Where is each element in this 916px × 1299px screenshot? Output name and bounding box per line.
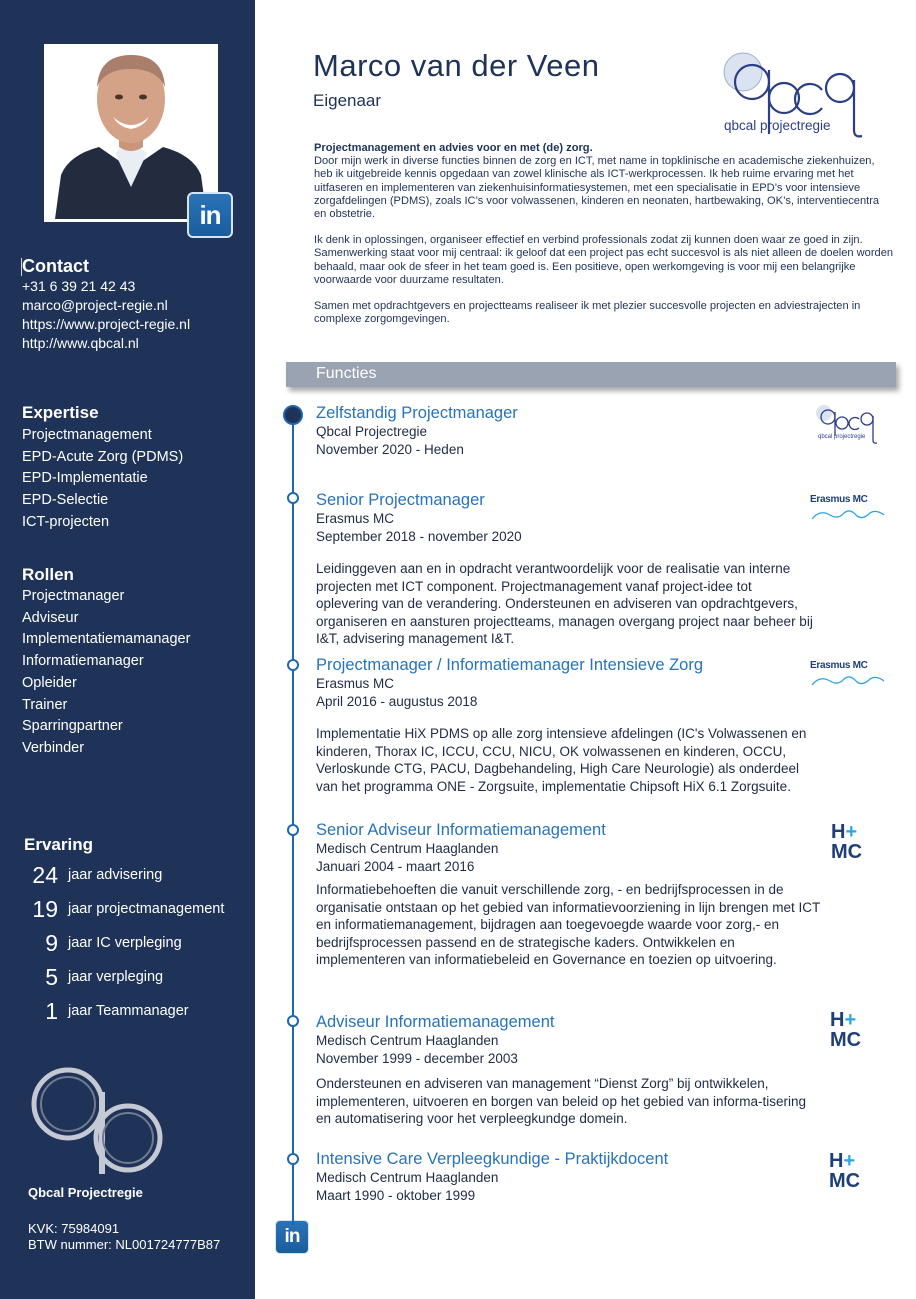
qbcal-logo: [28, 1062, 168, 1180]
job-entry: [316, 1013, 816, 1128]
intro-paragraph: Samen met opdrachtgevers en projectteams realiseer ik met plezier succesvolle projecten en adviestrajecten in complexe zorgomgevingen.: [314, 300, 861, 326]
job-title: Senior Adviseur Informatiemanagement: [316, 821, 606, 839]
job-organisation: Erasmus MC: [316, 511, 395, 526]
ervaring-years: 5: [45, 963, 58, 990]
rollen-item: Trainer: [22, 696, 68, 713]
job-title: Adviseur Informatiemanagement: [316, 1013, 555, 1031]
logo-text: qbcal projectregie: [724, 118, 831, 133]
ervaring-years: 1: [45, 997, 58, 1024]
functies-header-bar: [286, 362, 896, 387]
contact-heading: Contact: [22, 256, 89, 276]
kvk-number: KVK: 75984091: [28, 1221, 120, 1236]
erasmus-signature-icon: [810, 671, 886, 691]
expertise-heading: Expertise: [22, 403, 99, 422]
ervaring-heading: Ervaring: [24, 835, 93, 854]
job-description: Implementatie HiX PDMS op alle zorg intensieve afdelingen (IC's Volwassenen en kinderen, Thorax IC, ICCU, CCU, NICU, OK volwassenen en kinderen, OCCU, Verloskunde CTG, PACU, Dagbehandeling, High Care Neurologie) als onderdeel van het programma ONE - Zorgsuite, implementatie Chipsoft HiX 6.1 Zorgsuite.: [316, 726, 807, 794]
expertise-item: EPD-Implementatie: [22, 470, 148, 487]
timeline-dot: [287, 659, 299, 671]
hmc-logo: H+ MC: [830, 1009, 862, 1051]
logo-text: qbcal projectregie: [818, 434, 866, 440]
job-entry: [316, 821, 826, 969]
job-organisation: Medisch Centrum Haaglanden: [316, 841, 499, 856]
ervaring-label: jaar verpleging: [68, 969, 164, 985]
erasmus-signature-icon: [810, 505, 886, 525]
intro-paragraph: Door mijn werk in diverse functies binnen de zorg en ICT, met name in topklinische en academische ziekenhuizen, heb ik uitgebreide kennis opgedaan van zowel klinische als ICT-werkprocessen. Ik heb ruime ervaring met het uitfaseren en implementeren van ziekenhuisinformatiesystemen, met een specialisatie in EPD’s voor intensieve zorgafdelingen (PDMS), zoals IC’s voor volwassenen, kinderen en neonaten, hartbewaking, OK’s, interventiecentra en obstetrie.: [314, 155, 880, 221]
job-period: September 2018 - november 2020: [316, 528, 522, 544]
job-entry: [316, 491, 816, 648]
erasmus-mc-logo: [810, 494, 886, 526]
linkedin-icon[interactable]: in: [187, 192, 233, 238]
person-role: Eigenaar: [313, 91, 382, 110]
sidebar: [0, 0, 255, 1299]
expertise-item: ICT-projecten: [22, 513, 110, 530]
timeline-dot: [287, 1153, 299, 1165]
hmc-logo: H+ MC: [829, 1150, 861, 1192]
btw-number: BTW nummer: NL001724777B87: [28, 1237, 221, 1252]
job-description: Informatiebehoeften die vanuit verschillende zorg, - en bedrijfsprocessen in de organisatie ontstaan op het gebied van informatievoorziening in lijn brengen met ICT en informatiemanagement, bijdragen aan toegevoegde waarde voor zorg,- en bedrijfsprocessen passend en de strategische kaders. Ontwikkelen en implementeren van informatiebeleid en Governance en toezien op uitvoering.: [316, 882, 821, 967]
company-registration: [28, 1221, 220, 1253]
rollen-item: Verbinder: [22, 739, 85, 756]
ervaring-years: 19: [32, 895, 58, 922]
intro-paragraph: Ik denk in oplossingen, organiseer effectief en verbind professionals zodat zij kunnen doen waar ze goed in zijn. Samenwerking staat voor mij centraal: ik geloof dat een project pas echt succesvol is als niet alleen de doelen worden behaald, maar ook de sfeer in het team goed is. Een positieve, open werkomgeving is voor mij een belangrijke voorwaarde voor duurzame resultaten.: [314, 234, 894, 286]
intro-lead: Projectmanagement en advies voor en met (de) zorg.: [314, 142, 593, 154]
ervaring-row: [24, 858, 224, 892]
ervaring-years: 9: [45, 929, 58, 956]
job-period: Maart 1990 - oktober 1999: [316, 1187, 476, 1203]
qbcal-header-logo: [718, 50, 868, 142]
job-organisation: Medisch Centrum Haaglanden: [316, 1170, 499, 1185]
expertise-section: [22, 403, 183, 534]
rollen-item: Implementatiemamanager: [22, 631, 191, 648]
rollen-item: Opleider: [22, 674, 77, 691]
job-organisation: Erasmus MC: [316, 676, 395, 691]
job-title: Senior Projectmanager: [316, 491, 485, 509]
contact-email[interactable]: marco@project-regie.nl: [22, 297, 168, 313]
timeline-dot: [283, 405, 303, 425]
expertise-item: Projectmanagement: [22, 427, 152, 443]
job-period: April 2016 - augustus 2018: [316, 693, 478, 709]
ervaring-label: jaar IC verpleging: [68, 935, 182, 951]
job-organisation: Medisch Centrum Haaglanden: [316, 1033, 499, 1048]
ervaring-label: jaar projectmanagement: [68, 901, 225, 917]
rollen-item: Projectmanager: [22, 588, 125, 604]
intro-text: [314, 142, 894, 339]
qbcal-org-logo: [815, 404, 879, 446]
person-name: Marco van der Veen: [313, 48, 600, 83]
timeline-dot: [287, 1015, 299, 1027]
timeline-line: [292, 415, 294, 1225]
ervaring-row: [24, 892, 224, 926]
contact-website[interactable]: https://www.project-regie.nl: [22, 316, 191, 332]
expertise-item: EPD-Selectie: [22, 492, 109, 509]
hmc-logo: H+ MC: [831, 821, 863, 863]
job-entry: [316, 404, 826, 458]
rollen-item: Adviseur: [22, 609, 79, 626]
job-description: Ondersteunen en adviseren van management “Dienst Zorg” bij ontwikkelen, implementeren, uitvoeren en borgen van beleid op het gebied van informa-tisering en automatisering voor het verpleegkundge domein.: [316, 1076, 807, 1126]
job-entry: [316, 656, 821, 795]
timeline-dot: [287, 492, 299, 504]
job-organisation: Qbcal Projectregie: [316, 424, 428, 439]
job-period: November 2020 - Heden: [316, 441, 464, 457]
ervaring-row: [24, 960, 224, 994]
ervaring-row: [24, 994, 224, 1028]
job-title: Intensive Care Verpleegkundige - Praktijkdocent: [316, 1150, 669, 1168]
job-period: November 1999 - december 2003: [316, 1050, 518, 1066]
rollen-item: Informatiemanager: [22, 653, 144, 670]
logo-text: Erasmus MC: [810, 660, 868, 671]
contact-phone[interactable]: +31 6 39 21 42 43: [22, 278, 136, 294]
job-title: Zelfstandig Projectmanager: [316, 404, 518, 422]
ervaring-label: jaar Teammanager: [68, 1003, 189, 1019]
logo-text: Erasmus MC: [810, 494, 868, 505]
rollen-section: [22, 565, 190, 760]
timeline-dot: [287, 824, 299, 836]
job-title: Projectmanager / Informatiemanager Intensieve Zorg: [316, 656, 704, 674]
expertise-item: EPD-Acute Zorg (PDMS): [22, 448, 184, 465]
ervaring-label: jaar advisering: [68, 867, 163, 883]
rollen-item: Sparringpartner: [22, 718, 123, 735]
ervaring-row: [24, 926, 224, 960]
contact-website[interactable]: http://www.qbcal.nl: [22, 335, 139, 351]
company-name: Qbcal Projectregie: [28, 1185, 143, 1200]
linkedin-icon[interactable]: in: [275, 1220, 309, 1254]
ervaring-section: [24, 835, 224, 1028]
job-period: Januari 2004 - maart 2016: [316, 858, 475, 874]
erasmus-mc-logo: [810, 660, 886, 692]
contact-section: [22, 256, 190, 353]
ervaring-years: 24: [32, 861, 58, 888]
functies-heading: Functies: [316, 365, 377, 382]
job-entry: [316, 1150, 826, 1204]
job-description: Leidinggeven aan en in opdracht verantwoordelijk voor de realisatie van interne projecten met ICT component. Projectmanagement vanaf project-idee tot oplevering van de verandering. Ondersteunen en adviseren van opdrachtgevers, organiseren en aansturen projectteams, managen overgang project naar beheer bij I&T, advisering management I&T.: [316, 561, 813, 646]
rollen-heading: Rollen: [22, 565, 74, 584]
